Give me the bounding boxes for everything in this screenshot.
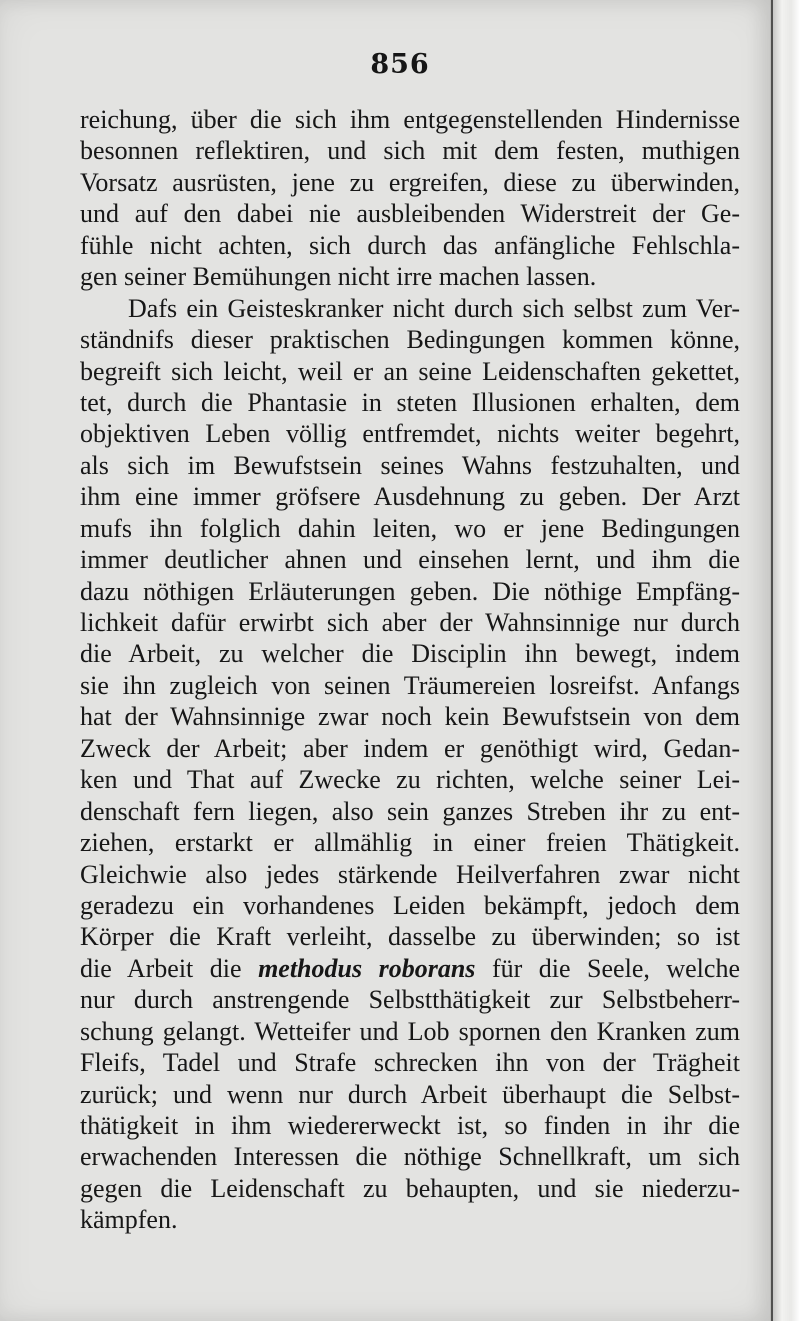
text-line: Zweck der Arbeit; aber indem er genöthigt wird, Gedan-	[80, 733, 740, 763]
text-line: dazu nöthigen Erläuterungen geben. Die nöthige Empfäng-	[80, 576, 740, 606]
text-fragment: die Arbeit die	[80, 953, 259, 983]
text-line: Gleichwie also jedes stärkende Heilverfahren zwar nicht	[80, 859, 740, 889]
text-line: immer deutlicher ahnen und einsehen lernt, und ihm die	[80, 545, 740, 575]
text-line: gen seiner Bemühungen nicht irre machen lassen.	[80, 262, 597, 292]
page-edge-shadow	[771, 0, 773, 1321]
text-line: fühle nicht achten, sich durch das anfängliche Fehlschla-	[80, 230, 740, 260]
text-line: mufs ihn folglich dahin leiten, wo er jene Bedingungen	[80, 513, 740, 543]
text-line: tet, durch die Phantasie in steten Illusionen erhalten, dem	[80, 387, 740, 417]
text-line: thätigkeit in ihm wiedererweckt ist, so finden in ihr die	[80, 1111, 740, 1140]
text-line: geradezu ein vorhandenes Leiden bekämpft, jedoch dem	[80, 890, 740, 920]
text-line: reichung, über die sich ihm entgegenstellenden Hindernisse	[80, 105, 740, 134]
text-line: als sich im Bewufstsein seines Wahns festzuhalten, und	[80, 450, 740, 480]
text-line: lichkeit dafür erwirbt sich aber der Wahnsinnige nur durch	[80, 608, 740, 637]
text-line: hat der Wahnsinnige zwar noch kein Bewufstsein von dem	[80, 702, 740, 732]
text-line: und auf den dabei nie ausbleibenden Widerstreit der Ge-	[80, 199, 740, 229]
text-line: Vorsatz ausrüsten, jene zu ergreifen, diese zu überwinden,	[80, 167, 740, 197]
latin-phrase: methodus roborans	[258, 953, 476, 983]
text-line: kämpfen.	[80, 1205, 178, 1235]
body-text	[80, 104, 740, 1236]
text-line: objektiven Leben völlig entfremdet, nichts weiter begehrt,	[80, 419, 740, 449]
text-line-with-latin	[80, 953, 740, 984]
text-line: denschaft fern liegen, also sein ganzes Streben ihr zu ent-	[80, 796, 740, 826]
text-line: die Arbeit, zu welcher die Disciplin ihn bewegt, indem	[80, 639, 740, 669]
text-fragment: für die Seele, welche	[475, 953, 740, 983]
text-line: begreift sich leicht, weil er an seine Leidenschaften gekettet,	[80, 356, 740, 386]
text-line: besonnen reflektiren, und sich mit dem festen, muthigen	[80, 136, 740, 166]
text-line: zurück; und wenn nur durch Arbeit überhaupt die Selbst-	[80, 1079, 740, 1109]
page-number: 856	[370, 49, 430, 80]
text-line: ständnifs dieser praktischen Bedingungen kommen könne,	[80, 325, 740, 355]
text-line: nur durch anstrengende Selbstthätigkeit zur Selbstbeherr-	[80, 985, 740, 1015]
text-line: ken und That auf Zwecke zu richten, welche seiner Lei-	[80, 765, 740, 795]
paragraph-start-line: Dafs ein Geisteskranker nicht durch sich selbst zum Ver-	[128, 293, 740, 323]
page-edge	[770, 0, 800, 1321]
text-line: erwachenden Interessen die nöthige Schnellkraft, um sich	[80, 1142, 740, 1172]
text-line: Körper die Kraft verleiht, dasselbe zu überwinden; so ist	[80, 922, 740, 952]
text-line: sie ihn zugleich von seinen Träumereien losreifst. Anfangs	[80, 670, 740, 700]
text-line: ziehen, erstarkt er allmählig in einer freien Thätigkeit.	[80, 828, 740, 858]
text-line: ihm eine immer gröfsere Ausdehnung zu geben. Der Arzt	[80, 482, 740, 512]
text-line: schung gelangt. Wetteifer und Lob spornen den Kranken zum	[80, 1016, 740, 1046]
text-line: gegen die Leidenschaft zu behaupten, und sie niederzu-	[80, 1173, 740, 1203]
text-line: Fleifs, Tadel und Strafe schrecken ihn von der Trägheit	[80, 1048, 740, 1078]
